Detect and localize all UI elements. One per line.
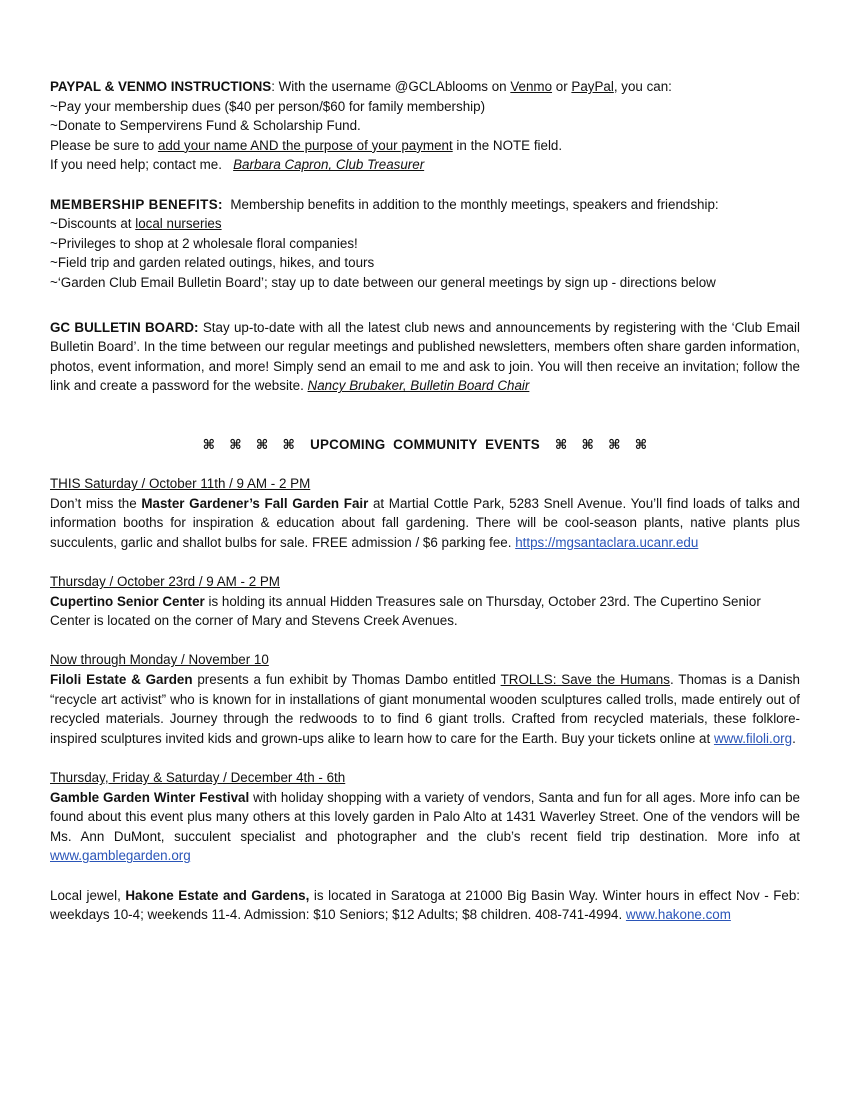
event-end: . — [792, 730, 796, 746]
command-symbol-icon: ⌘ — [202, 436, 216, 452]
event-gamble-garden — [50, 768, 800, 866]
paypal-intro-line — [50, 77, 800, 97]
command-symbol-icon: ⌘ — [229, 436, 242, 452]
bulletin-body: Stay up-to-date with all the latest club news and announcements by registering with the ‘Club Email Bulletin Board’. In the time between our regular meetings and published newsletters, members often share garden information, photos, event information, and more! Simply send an email to me and ask to join. You will then receive an invitation; follow the link and create a password for the website. — [50, 319, 800, 394]
event-link[interactable]: https://mgsantaclara.ucanr.edu — [515, 534, 699, 550]
event-description — [50, 788, 800, 866]
bulletin-paragraph — [50, 318, 800, 396]
command-symbol-icon: ⌘ — [634, 436, 648, 452]
paypal-note-pre: Please be sure to — [50, 137, 158, 153]
exhibit-title: TROLLS: Save the Humans — [500, 672, 670, 688]
paypal-donate-line: ~Donate to Sempervirens Fund & Scholarship Fund. — [50, 118, 361, 134]
event-link[interactable]: www.hakone.com — [625, 907, 731, 923]
command-symbol-icon: ⌘ — [581, 436, 595, 452]
benefit-bulletin-board: ~‘Garden Club Email Bulletin Board’; stay up to date between our general meetings by sign up - directions below — [50, 274, 716, 290]
paypal-intro-text: : With the username @GCLAblooms on — [271, 79, 511, 94]
paypal-note-emphasis: add your name AND the purpose of your payment — [157, 137, 453, 153]
event-name: Master Gardener’s Fall Garden Fair — [141, 495, 369, 511]
event-link[interactable]: www.gamblegarden.org — [50, 848, 191, 864]
event-name: Filoli Estate & Garden — [50, 672, 193, 688]
benefit-discounts-text: ~Discounts at — [50, 216, 136, 232]
benefit-wholesale: ~Privileges to shop at 2 wholesale floral companies! — [50, 235, 358, 251]
event-description — [50, 592, 800, 631]
event-filoli — [50, 650, 800, 748]
venmo-link[interactable]: Venmo — [510, 79, 553, 94]
event-body-post: . Thomas is a Danish “recycle art activist” who is known for in installations of giant monumental wooden sculptures called trolls, made entirely out of recycled materials. Journey through the redwoods to to find 6 giant trolls. Crafted from recycled materials, these folklore-inspired sculptures invited kids and grown-ups alike to learn how to care for the Earth. Buy your tickets online at — [50, 672, 800, 746]
command-symbol-icon: ⌘ — [255, 436, 269, 452]
bulletin-chair-signature: Nancy Brubaker, Bulletin Board Chair — [307, 378, 530, 394]
bulletin-heading: GC BULLETIN BOARD: — [50, 319, 199, 335]
event-body: is located in Saratoga at 21000 Big Basin Way. Winter hours in effect Nov - Feb: weekdays 10-4; weekends 11-4. Admission: $10 Seniors; $12 Adults; $8 children. 408-741-4994. — [50, 887, 800, 923]
events-heading — [50, 435, 800, 455]
event-name: Gamble Garden Winter Festival — [50, 789, 250, 805]
event-link[interactable]: www.filoli.org — [713, 730, 793, 746]
local-nurseries-link[interactable]: local nurseries — [135, 216, 222, 232]
paypal-note-line — [50, 136, 800, 156]
event-hakone — [50, 886, 800, 925]
event-garden-fair — [50, 474, 800, 552]
paypal-dues-line: ~Pay your membership dues ($40 per person/$60 for family membership) — [50, 98, 486, 114]
event-date: Now through Monday / November 10 — [50, 652, 269, 668]
membership-benefits-section — [50, 195, 800, 293]
paypal-help-text: If you need help; contact me. — [50, 157, 234, 173]
event-cupertino-senior-center — [50, 572, 800, 631]
treasurer-signature: Barbara Capron, Club Treasurer — [233, 157, 425, 173]
paypal-or-text: or — [552, 79, 572, 94]
event-date: Thursday / October 23rd / 9 AM - 2 PM — [50, 574, 280, 590]
event-body-pre: presents a fun exhibit by Thomas Dambo entitled — [192, 672, 501, 688]
benefit-discounts — [50, 214, 800, 234]
paypal-link[interactable]: PayPal — [571, 79, 614, 94]
paypal-help-line — [50, 155, 800, 175]
command-symbol-icon: ⌘ — [554, 436, 568, 452]
event-body: with holiday shopping with a variety of vendors, Santa and fun for all ages. More info can be found about this event plus many others at this lovely garden in Palo Alto at 1431 Waverley Street. One of the vendors will be Ms. Ann DuMont, succulent specialist and photographer and the club’s recent field trip destination. More info at — [50, 789, 800, 844]
event-body: at Martial Cottle Park, 5283 Snell Avenue. You’ll find loads of talks and information booths for inspiration & education about fall gardening. There will be cool-season plants, native plants plus succulents, garlic and shallot bulbs for sale. FREE admission / $6 parking fee. — [50, 495, 800, 550]
event-name: Hakone Estate and Gardens, — [125, 887, 310, 903]
event-pre: Local jewel, — [50, 887, 126, 903]
newsletter-page — [50, 77, 800, 925]
command-symbol-icon: ⌘ — [608, 436, 621, 452]
event-description — [50, 886, 800, 925]
bulletin-board-section — [50, 318, 800, 396]
events-heading-title: UPCOMING COMMUNITY EVENTS — [310, 436, 540, 452]
event-body: is holding its annual Hidden Treasures sale on Thursday, October 23rd. The Cupertino Senior Center is located on the corner of Mary and Stevens Creek Avenues. — [50, 593, 761, 629]
event-description — [50, 670, 800, 748]
benefits-intro-line — [50, 195, 800, 215]
paypal-intro-end: , you can: — [613, 79, 672, 94]
event-date: THIS Saturday / October 11th / 9 AM - 2 PM — [50, 476, 311, 492]
event-name: Cupertino Senior Center — [50, 593, 205, 609]
paypal-venmo-section — [50, 77, 800, 175]
paypal-heading: PAYPAL & VENMO INSTRUCTIONS — [50, 79, 272, 94]
paypal-note-post: in the NOTE field. — [452, 137, 563, 153]
command-symbol-icon: ⌘ — [282, 436, 296, 452]
event-date: Thursday, Friday & Saturday / December 4th - 6th — [50, 770, 346, 785]
benefits-heading: MEMBERSHIP BENEFITS: — [50, 196, 223, 212]
event-pre: Don’t miss the — [50, 495, 142, 511]
event-description — [50, 494, 800, 553]
benefits-intro-text: Membership benefits in addition to the monthly meetings, speakers and friendship: — [222, 196, 719, 212]
benefit-field-trips: ~Field trip and garden related outings, hikes, and tours — [50, 255, 375, 271]
